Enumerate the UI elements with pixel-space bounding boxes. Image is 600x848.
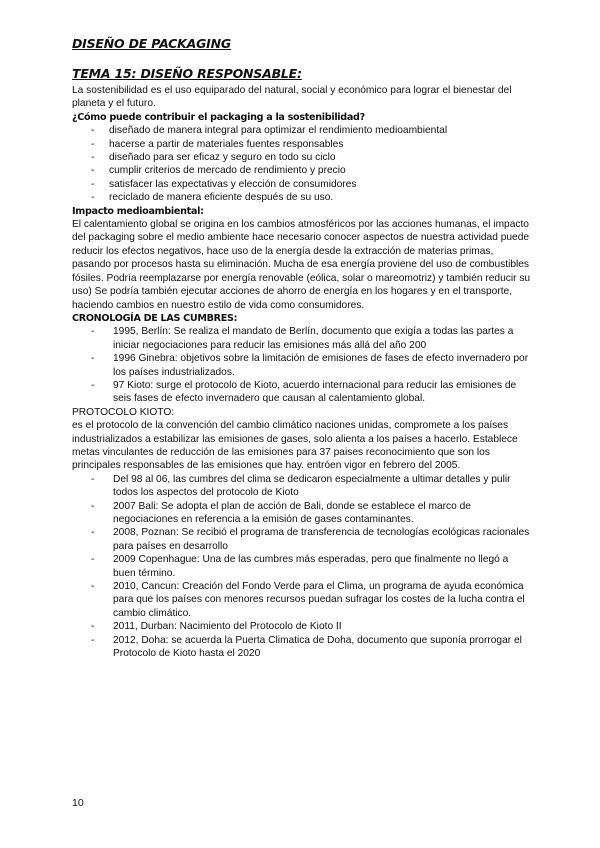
list-item: - Del 98 al 06, las cumbres del clima se dedicaron especialmente a ultimar detalles y pulir todos los aspectos del protocolo de Kioto: [72, 473, 532, 500]
question-heading: ¿Cómo puede contribuir el packaging a la sostenibilidad?: [72, 111, 365, 123]
list-item: - 2008, Poznan: Se recibió el programa de transferencia de tecnologías ecológicas racionales para países en desarrollo: [72, 526, 532, 553]
list-item: - reciclado de manera eficiente después de su uso.: [72, 191, 532, 204]
list-item: - 2007 Bali: Se adopta el plan de acción de Bali, donde se establece el marco de negociaciones en referencia a la emisión de gases contaminantes.: [72, 500, 532, 527]
kyoto-paragraph: es el protocolo de la convención del cambio climático naciones unidas, compromete a los países industrializados a estabilizar las emisiones de gases, solo alienta a los países a hacerlo. Establece metas vinculantes de reducción de las emisiones para 37 paises reconocimiento que son los principales responsables de las emisiones que hay. entróen vigor en febrero del 2005.: [72, 420, 518, 472]
document-title: DISEÑO DE PACKAGING: [72, 36, 231, 51]
impact-paragraph: El calentamiento global se origina en los cambios atmosféricos por las acciones humanas, el impacto del packaging sobre el medio ambiente hace necesario conocer aspectos de nuestra actividad puede reducir los efectos negativos, hace uso de la energía desde la extracción de materias primas, pasando por procesos hasta su eliminación. Mucha de esa energía proviene del uso de combustibles fósiles. Podría reemplazarse por energía renovable (eólica, solar o mareomotriz) y también reducir su uso) Se podría también ejecutar acciones de ahorro de energía en los hogares y en el transporte, haciendo cambios en nuestro estilo de vida como consumidores.: [72, 219, 531, 311]
summits-list: [72, 473, 532, 661]
chronology-heading: CRONOLOGÍA DE LAS CUMBRES:: [72, 312, 238, 324]
list-item: - 2010, Cancun: Creación del Fondo Verde para el Clima, un programa de ayuda económica para que los países con menores recursos puedan sufragar los costes de la lucha contra el cambio climático.: [72, 580, 532, 620]
chronology-list: [72, 325, 532, 405]
list-item: - 2011, Durban: Nacimiento del Protocolo de Kioto II: [72, 620, 532, 633]
list-item: - 2009 Copenhague: Una de las cumbres más esperadas, pero que finalmente no llegó a buen término.: [72, 553, 532, 580]
document-page: [72, 36, 532, 660]
list-item: - 97 Kioto: surge el protocolo de Kioto, acuerdo internacional para reducir las emisiones de seis fases de efecto invernadero que causan al calentamiento global.: [72, 379, 532, 406]
page-number: 10: [72, 797, 84, 809]
list-item: - diseñado para ser eficaz y seguro en todo su ciclo: [72, 151, 532, 164]
list-item: - satisfacer las expectativas y elección de consumidores: [72, 178, 532, 191]
list-item: - cumplir criterios de mercado de rendimiento y precio: [72, 164, 532, 177]
list-item: - diseñado de manera integral para optimizar el rendimiento medioambiental: [72, 124, 532, 137]
list-item: - 1996 Ginebra: objetivos sobre la limitación de emisiones de fases de efecto invernadero por los países industrializados.: [72, 352, 532, 379]
list-item: - hacerse a partir de materiales fuentes responsables: [72, 138, 532, 151]
section-title: TEMA 15: DISEÑO RESPONSABLE:: [72, 66, 302, 81]
contributions-list: [72, 124, 532, 204]
impact-heading: Impacto medioambiental:: [72, 205, 204, 217]
intro-paragraph: La sostenibilidad es el uso equiparado del natural, social y económico para lograr el bienestar del planeta y el futuro.: [72, 85, 512, 110]
list-item: - 2012, Doha: se acuerda la Puerta Climatica de Doha, documento que suponía prorrogar el Protocolo de Kioto hasta el 2020: [72, 634, 532, 661]
list-item: - 1995, Berlín: Se realiza el mandato de Berlín, documento que exigía a todas las partes a iniciar negociaciones para reducir las emisiones más allá del año 200: [72, 325, 532, 352]
kyoto-heading: PROTOCOLO KIOTO:: [72, 406, 175, 418]
